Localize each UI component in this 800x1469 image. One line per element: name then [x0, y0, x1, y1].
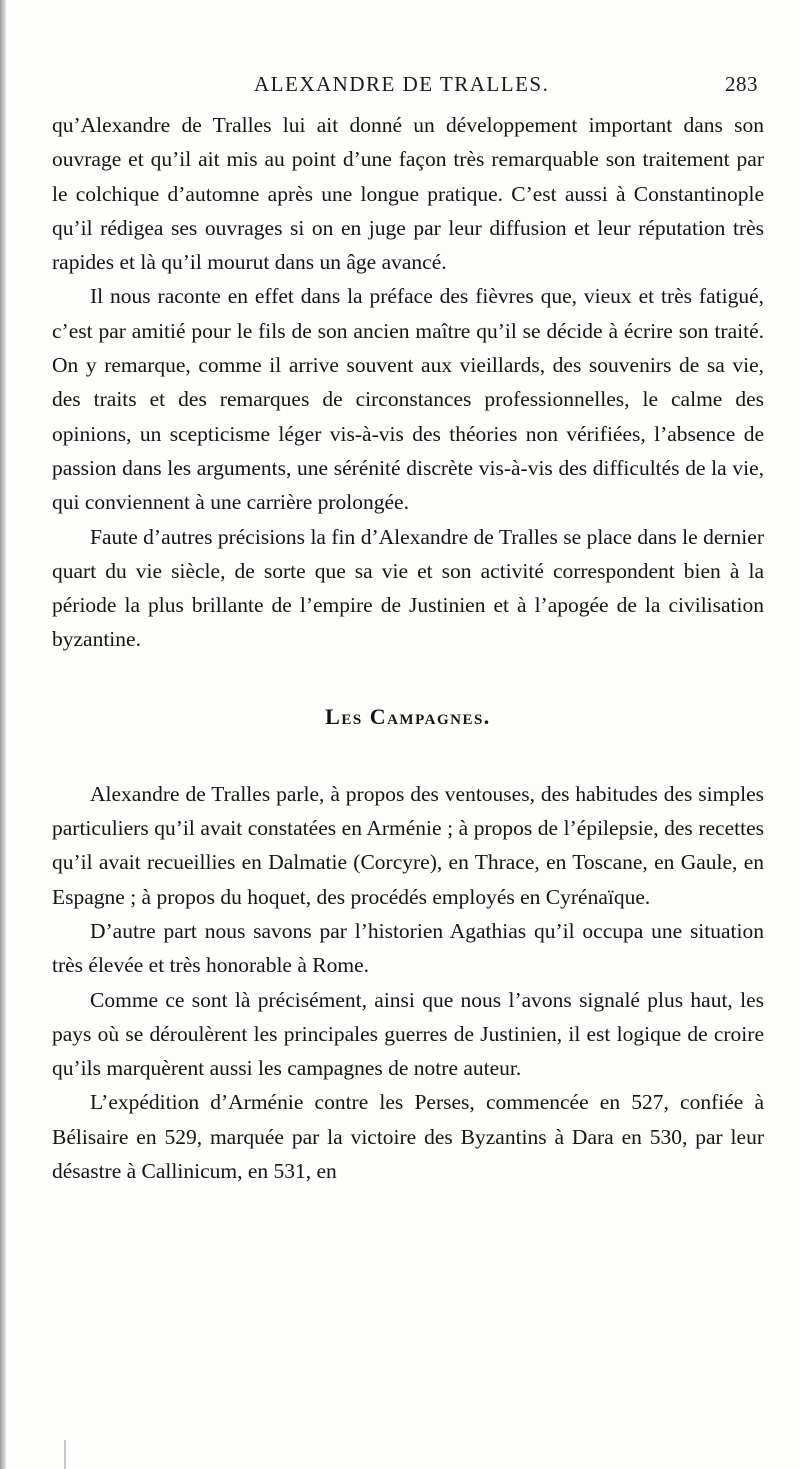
- scan-artifact-line: [64, 1440, 66, 1469]
- page-gutter-shadow: [0, 0, 6, 1469]
- body-text: [52, 108, 764, 1188]
- section-heading: Les Campagnes.: [325, 703, 491, 729]
- running-head: [0, 70, 800, 100]
- page-number: 283: [725, 72, 758, 96]
- running-head-title: ALEXANDRE DE TRALLES.: [254, 72, 550, 96]
- paragraph: Faute d’autres précisions la fin d’Alexandre de Tralles se place dans le dernier quart du vie siècle, de sorte que sa vie et son activité correspondent bien à la période la plus brillante de l’empire de Justinien et à l’apogée de la civilisation byzantine.: [52, 524, 764, 652]
- paragraph: L’expédition d’Arménie contre les Perses, commencée en 527, confiée à Bélisaire en 529, marquée par la victoire des Byzantins à Dara en 530, par leur désastre à Callinicum, en 531, en: [52, 1090, 764, 1184]
- paragraph: qu’Alexandre de Tralles lui ait donné un développement important dans son ouvrage et qu’il ait mis au point d’une façon très remarquable son traitement par le colchique d’automne après une longue pratique. C’est aussi à Constantinople qu’il rédigea ses ouvrages si on en juge par leur diffusion et leur réputation très rapides et là qu’il mourut dans un âge avancé.: [52, 113, 764, 275]
- paragraph: Alexandre de Tralles parle, à propos des ventouses, des habitudes des simples particuliers qu’il avait constatées en Arménie ; à propos de l’épilepsie, des recettes qu’il avait recueillies en Dalmatie (Corcyre), en Thrace, en Toscane, en Gaule, en Espagne ; à propos du hoquet, des procédés employés en Cyrénaïque.: [52, 781, 764, 909]
- paragraph: Il nous raconte en effet dans la préface des fièvres que, vieux et très fatigué, c’est par amitié pour le fils de son ancien maître qu’il se décide à écrire son traité. On y remarque, comme il arrive souvent aux vieillards, des souvenirs de sa vie, des traits et des remarques de circonstances professionnelles, le calme des opinions, un scepticisme léger vis-à-vis des théories non vérifiées, l’absence de passion dans les arguments, une sérénité discrète vis-à-vis des difficultés de la vie, qui conviennent à une carrière prolongée.: [52, 284, 764, 515]
- paragraph: D’autre part nous savons par l’historien Agathias qu’il occupa une situation très élevée et très honorable à Rome.: [52, 918, 764, 978]
- paragraph: Comme ce sont là précisément, ainsi que nous l’avons signalé plus haut, les pays où se déroulèrent les principales guerres de Justinien, il est logique de croire qu’ils marquèrent aussi les campagnes de notre auteur.: [52, 987, 764, 1081]
